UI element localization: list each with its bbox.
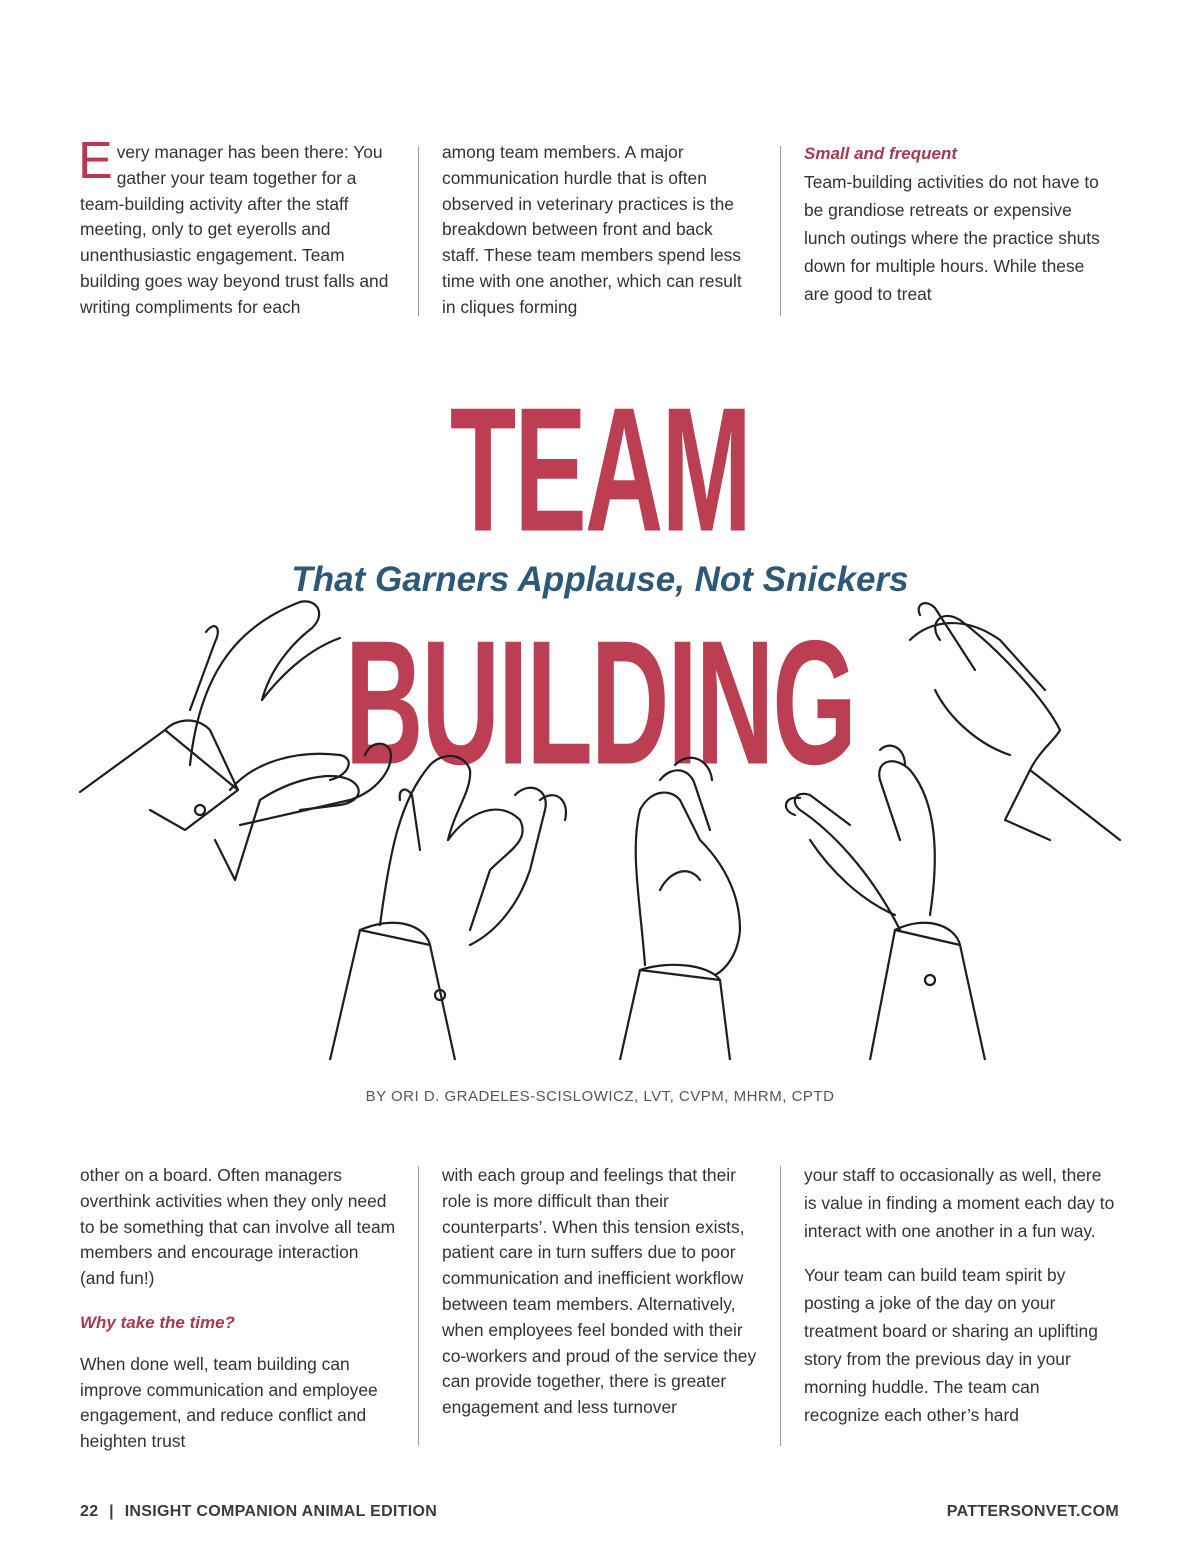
bottom-column-1 <box>80 1163 398 1455</box>
bottom-column-2 <box>442 1163 760 1421</box>
hand-center-left <box>330 756 566 1060</box>
drop-cap: E <box>78 132 113 190</box>
headline-tagline: That Garners Applause, Not Snickers <box>291 560 909 599</box>
hand-center-right <box>786 746 985 1060</box>
bottom-col1-text: other on a board. Often managers overthink activities when they only need to be something that can involve all team members and encourage interaction (and fun!) <box>80 1165 396 1289</box>
hand-right-top <box>910 603 1120 840</box>
column-divider <box>418 1166 419 1446</box>
bottom-column-3 <box>804 1161 1116 1429</box>
intro-text: very manager has been there: You gather your team together for a team-building activity after the staff meeting, only to get eyerolls and unenthusiastic engagement. Team building goes way beyond trust falls and writing compliments for each <box>80 142 389 317</box>
bottom-col1-text2: When done well, team building can improve communication and employee engagement, and reduce conflict and heighten trust <box>80 1353 378 1452</box>
bottom-col3-text: your staff to occasionally as well, there is value in finding a moment each day to interact with one another in a fun way. <box>804 1165 1115 1241</box>
top-column-2 <box>442 140 742 321</box>
column-divider <box>780 146 781 316</box>
author-byline: BY ORI D. GRADELES-SCISLOWICZ, LVT, CVPM, MHRM, CPTD <box>365 1088 835 1105</box>
column-2-text: among team members. A major communication hurdle that is often observed in veterinary practices is the breakdown between front and back staff. These team members spend less time with one another, which can result in cliques forming <box>442 142 742 317</box>
headline-team: TEAM <box>449 371 751 570</box>
clapping-hands-illustration <box>0 370 1200 1060</box>
hero-illustration <box>0 370 1200 1060</box>
bottom-col3-text2: Your team can build team spirit by posting a joke of the day on your treatment board or sharing an uplifting story from the previous day in your morning huddle. The team can recognize each other’s hard <box>804 1265 1098 1425</box>
subhead-small-and-frequent: Small and frequent <box>804 144 958 163</box>
headline-building: BUILDING <box>345 604 855 803</box>
column-3-text: Team-building activities do not have to be grandiose retreats or expensive lunch outings where the practice shuts down for multiple hours. While these are good to treat <box>804 172 1100 304</box>
hand-left-top <box>80 601 391 830</box>
footer-website: PATTERSONVET.COM <box>946 1503 1119 1520</box>
intro-paragraph <box>78 132 398 321</box>
publication-name: INSIGHT COMPANION ANIMAL EDITION <box>124 1503 438 1520</box>
top-column-3 <box>804 140 1114 308</box>
subhead-why-take-the-time: Why take the time? <box>80 1312 235 1332</box>
footer-publication <box>80 1503 437 1521</box>
column-divider <box>418 146 419 316</box>
hand-center <box>620 758 740 1060</box>
top-column-1 <box>78 132 398 321</box>
footer-separator: | <box>109 1503 114 1520</box>
page-number: 22 <box>80 1503 99 1520</box>
bottom-col2-text: with each group and feelings that their role is more difficult than their counterparts’. When this tension exists, patient care in turn suffers due to poor communication and inefficient workflow between team members. Alternatively, when employees feel bonded with their co-workers and proud of the service they can provide together, there is greater engagement and less turnover <box>442 1165 757 1418</box>
column-divider <box>780 1166 781 1446</box>
